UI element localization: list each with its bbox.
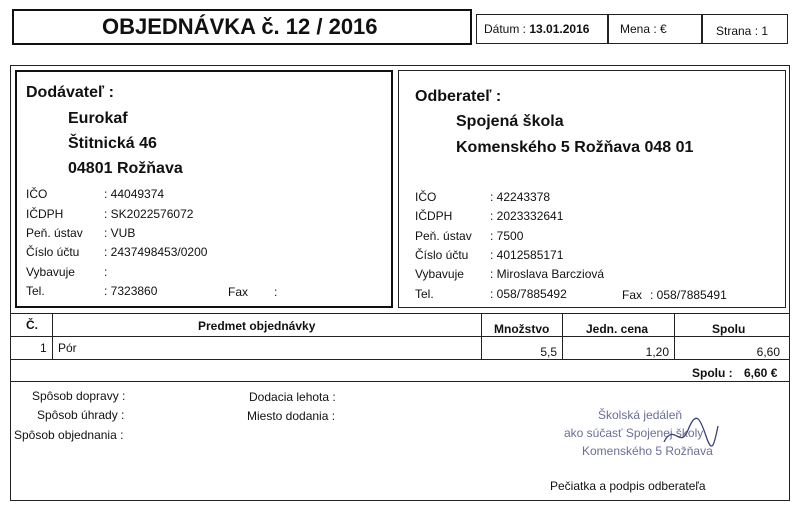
order-method-label: Spôsob objednania : [14,428,124,442]
customer-account-value: : 4012585171 [490,248,564,262]
delivery-place-label: Miesto dodania : [247,409,336,423]
customer-fax-label: Fax [622,288,643,302]
date-value: 13.01.2016 [529,22,590,36]
date-label: Dátum : [484,22,527,36]
table-col-divider [562,313,563,359]
stamp-line-2: ako súčasť Spojenej školy [564,426,704,440]
sum-value: 6,60 € [744,366,778,380]
supplier-account-value: : 2437498453/0200 [104,245,208,259]
row-price: 1,20 [645,345,669,359]
supplier-name: Eurokaf [68,110,128,127]
currency-text: Mena : € [620,22,667,36]
supplier-city: 04801 Rožňava [68,160,183,177]
page-title: OBJEDNÁVKA č. 12 / 2016 [102,14,378,39]
customer-ico-label: IČO [415,190,437,204]
customer-name: Spojená škola [456,113,564,130]
supplier-fax-label: Fax [228,285,249,299]
customer-account-label: Číslo účtu [415,248,469,262]
supplier-icdph-label: IČDPH [26,207,64,221]
row-item: Pór [58,341,77,355]
table-header-price: Jedn. cena [586,322,649,336]
signature-mark [660,412,720,452]
supplier-contact-value: : [104,265,108,279]
table-col-divider [674,313,675,359]
supplier-account-label: Číslo účtu [26,245,80,259]
supplier-tel-value: : 7323860 [104,284,158,298]
supplier-ico-label: IČO [26,187,48,201]
table-header-num: Č. [26,318,38,332]
table-header-total: Spolu [712,322,746,336]
payment-label: Spôsob úhrady : [37,408,125,422]
table-row-rule [10,359,790,360]
customer-contact-value: : Miroslava Barcziová [490,267,605,281]
customer-fax-value: : 058/7885491 [650,288,727,302]
customer-tel-label: Tel. [415,287,434,301]
customer-address: Komenského 5 Rožňava 048 01 [456,139,694,156]
customer-bank-label: Peň. ústav [415,229,472,243]
table-col-divider [481,313,482,359]
delivery-term-label: Dodacia lehota : [249,390,336,404]
stamp-line-3: Komenského 5 Rožňava [582,444,713,458]
supplier-icdph-value: : SK2022576072 [104,207,194,221]
customer-tel-value: : 058/7885492 [490,287,567,301]
signature-label: Pečiatka a podpis odberateľa [550,479,706,493]
supplier-bank-label: Peň. ústav [26,226,83,240]
customer-icdph-label: IČDPH [415,209,453,223]
table-header-qty: Množstvo [494,322,550,336]
supplier-ico-value: : 44049374 [104,187,165,201]
transport-label: Spôsob dopravy : [32,389,126,403]
table-header-rule [10,336,790,337]
supplier-contact-label: Vybavuje [26,265,75,279]
stamp-line-1: Školská jedáleň [598,408,683,422]
page-number: Strana : 1 [716,24,769,38]
supplier-tel-label: Tel. [26,284,45,298]
row-total: 6,60 [756,345,780,359]
customer-icdph-value: : 2023332641 [490,209,564,223]
table-top-rule [10,313,790,314]
sum-label: Spolu : [692,366,733,380]
sum-rule [10,381,790,382]
supplier-fax-value: : [274,285,278,299]
table-col-divider [52,313,53,359]
supplier-street: Štitnická 46 [68,135,157,152]
customer-heading: Odberateľ : [415,88,502,105]
supplier-heading: Dodávateľ : [26,84,114,101]
row-qty: 5,5 [540,345,557,359]
table-header-item: Predmet objednávky [198,319,316,333]
supplier-bank-value: : VUB [104,226,136,240]
customer-bank-value: : 7500 [490,229,524,243]
date-field [484,22,589,36]
customer-contact-label: Vybavuje [415,267,464,281]
row-num: 1 [40,341,47,355]
customer-ico-value: : 42243378 [490,190,551,204]
